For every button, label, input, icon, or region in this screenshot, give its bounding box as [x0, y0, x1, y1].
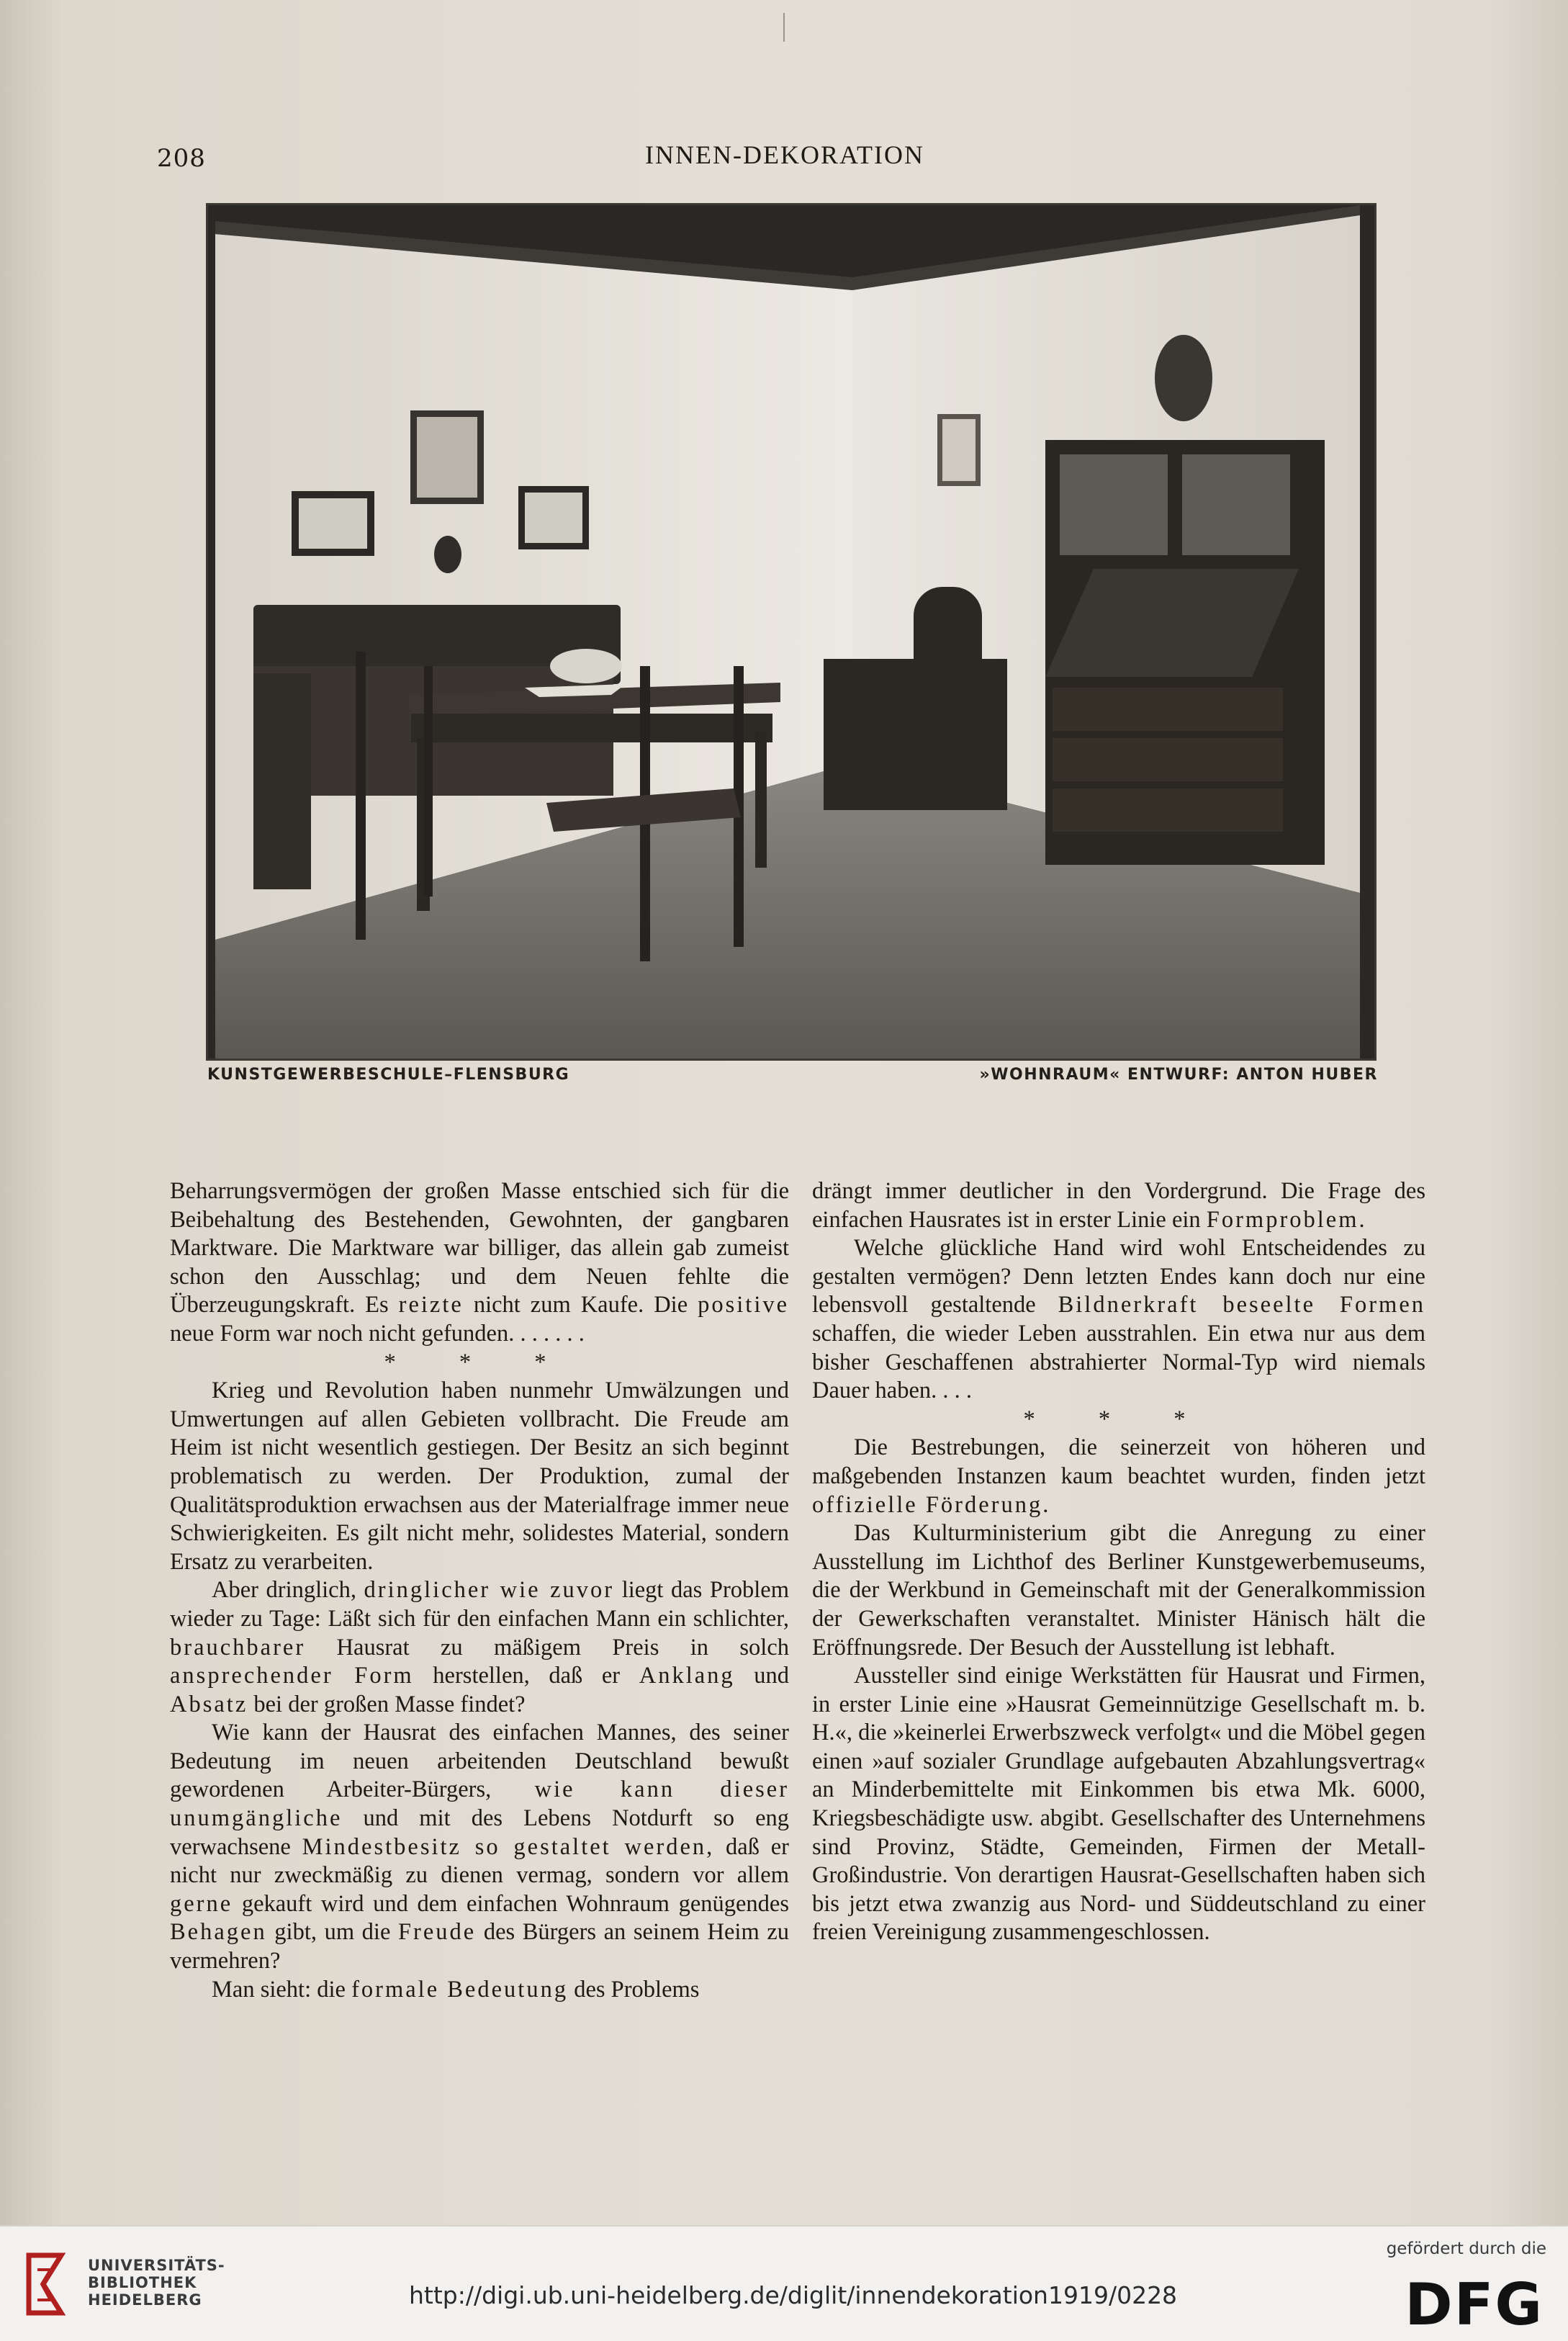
paragraph: Man sieht: die formale Bedeutung des Problems [212, 1976, 700, 2003]
page-number: 208 [157, 144, 206, 173]
dfg-logo: DFG [1405, 2271, 1544, 2338]
text-column-left [170, 1177, 789, 2004]
paragraph: Das Kulturministerium gibt die Anregung zu einer Ausstellung im Lichthof des Berliner Kunstgewerbemuseums, die der Werkbund in Gemeinschaft mit der Generalkommission der Gewerkschaften veranstaltet. Minister Hänisch hält die Eröffnungsrede. Der Besuch der Ausstellung ist lebhaft. [812, 1520, 1425, 1661]
paragraph: drängt immer deutlicher in den Vordergrund. Die Frage des einfachen Hausrates ist in erster Linie ein Formproblem. [812, 1178, 1425, 1233]
section-divider: * * * [1023, 1406, 1215, 1432]
fruit-bowl [550, 649, 622, 683]
round-plate [434, 536, 461, 573]
interior-photograph [206, 203, 1376, 1061]
caption-school: KUNSTGEWERBESCHULE–FLENSBURG [207, 1066, 570, 1084]
caption-title: »WOHNRAUM« ENTWURF: ANTON HUBER [979, 1066, 1378, 1084]
paragraph: Krieg und Revolution haben nunmehr Umwälzungen und Umwertungen auf allen Gebieten vollbracht. Die Freude am Heim ist nicht wesentlich gestiegen. Der Besitz an sich beginnt problematisch zu werden. Der Produktion, zumal der Qualitätsproduktion erwachsen aus der Materialfrage immer neue Schwierigkeiten. Es gilt nicht mehr, solidestes Material, sondern Ersatz zu verarbeiten. [170, 1378, 789, 1575]
scan-mark [783, 13, 785, 42]
paragraph: Die Bestrebungen, die seinerzeit von höheren und maßgebenden Instanzen kaum beachtet wurden, finden jetzt offizielle Förderung. [812, 1434, 1425, 1518]
paragraph: Aber dringlich, dringlicher wie zuvor liegt das Problem wieder zu Tage: Läßt sich für den einfachen Mann ein schlichter, brauchbarer Hausrat zu mäßigem Preis in solch ansprechender Form herstellen, daß er Anklang und Absatz bei der großen Masse findet? [170, 1577, 789, 1717]
armchair [824, 659, 1007, 810]
funding-note: gefördert durch die [1386, 2239, 1546, 2258]
viewer-footer [0, 2225, 1568, 2341]
room-illustration [208, 205, 1374, 1059]
section-divider: * * * [384, 1349, 575, 1375]
front-chair-left [356, 652, 366, 940]
paragraph: Beharrungsvermögen der großen Masse entschied sich für die Beibehaltung des Bestehenden, Gewohnten, der gangbaren Marktware. Die Marktware war billiger, das allein gab zumeist schon den Ausschlag; und dem Neuen fehlte die Überzeugungskraft. Es reizte nicht zum Kaufe. Die positive neue Form war noch nicht gefunden. . . . . . . [170, 1178, 790, 1347]
running-head: INNEN-DEKORATION [645, 140, 924, 169]
library-logo-icon [22, 2248, 72, 2320]
paragraph: Aussteller sind einige Werkstätten für Hausrat und Firmen, in erster Linie eine »Hausrat Gemeinnützige Gesellschaft m. b. H.«, die »keinerlei Erwerbszweck verfolgt« und die Möbel gegen einen »auf sozialer Grundlage aufgebauten Abzahlungsvertrag« an Minderbemittelte mit Einkommen bis etwa Mk. 6000, Kriegsbeschädigte usw. abgibt. Gesellschafter des Unternehmens sind Provinz, Städte, Gemeinden, Firmen der Metall-Großindustrie. Von derartigen Hausrat-Gesellschaften haben sich bis jetzt etwa zwanzig aus Nord- und Süddeutschland zu einer freien Vereinigung zusammengeschlossen. [812, 1663, 1425, 1946]
paragraph: Wie kann der Hausrat des einfachen Mannes, des seiner Bedeutung im neuen arbeitenden Deutschland bewußt gewordenen Arbeiter-Bürgers, wie kann dieser unumgängliche und mit des Lebens Notdurft so eng verwachsene Mindestbesitz so gestaltet werden, daß er nicht nur zweckmäßig zu dienen vermag, sondern vor allem gerne gekauft wird und dem einfachen Wohnraum genügendes Behagen gibt, um die Freude des Bürgers an seinem Heim zu vermehren? [170, 1720, 790, 1974]
settle-arm [253, 673, 311, 889]
permalink[interactable]: http://digi.ub.uni-heidelberg.de/diglit/innendekoration1919/0228 [409, 2281, 1178, 2309]
institution-name: UNIVERSITÄTS- BIBLIOTHEK HEIDELBERG [88, 2257, 225, 2309]
paragraph: Welche glückliche Hand wird wohl Entscheidendes zu gestalten vermögen? Denn letzten Endes kann doch nur eine lebensvoll gestaltende Bildnerkraft beseelte Formen schaffen, die wieder Leben ausstrahlen. Ein etwa nur aus dem bisher Geschaffenen abstrahierter Normal-Typ wird niemals Dauer haben. . . . [812, 1235, 1425, 1404]
text-column-right [812, 1177, 1425, 1947]
parrot-figurine [1155, 335, 1212, 421]
